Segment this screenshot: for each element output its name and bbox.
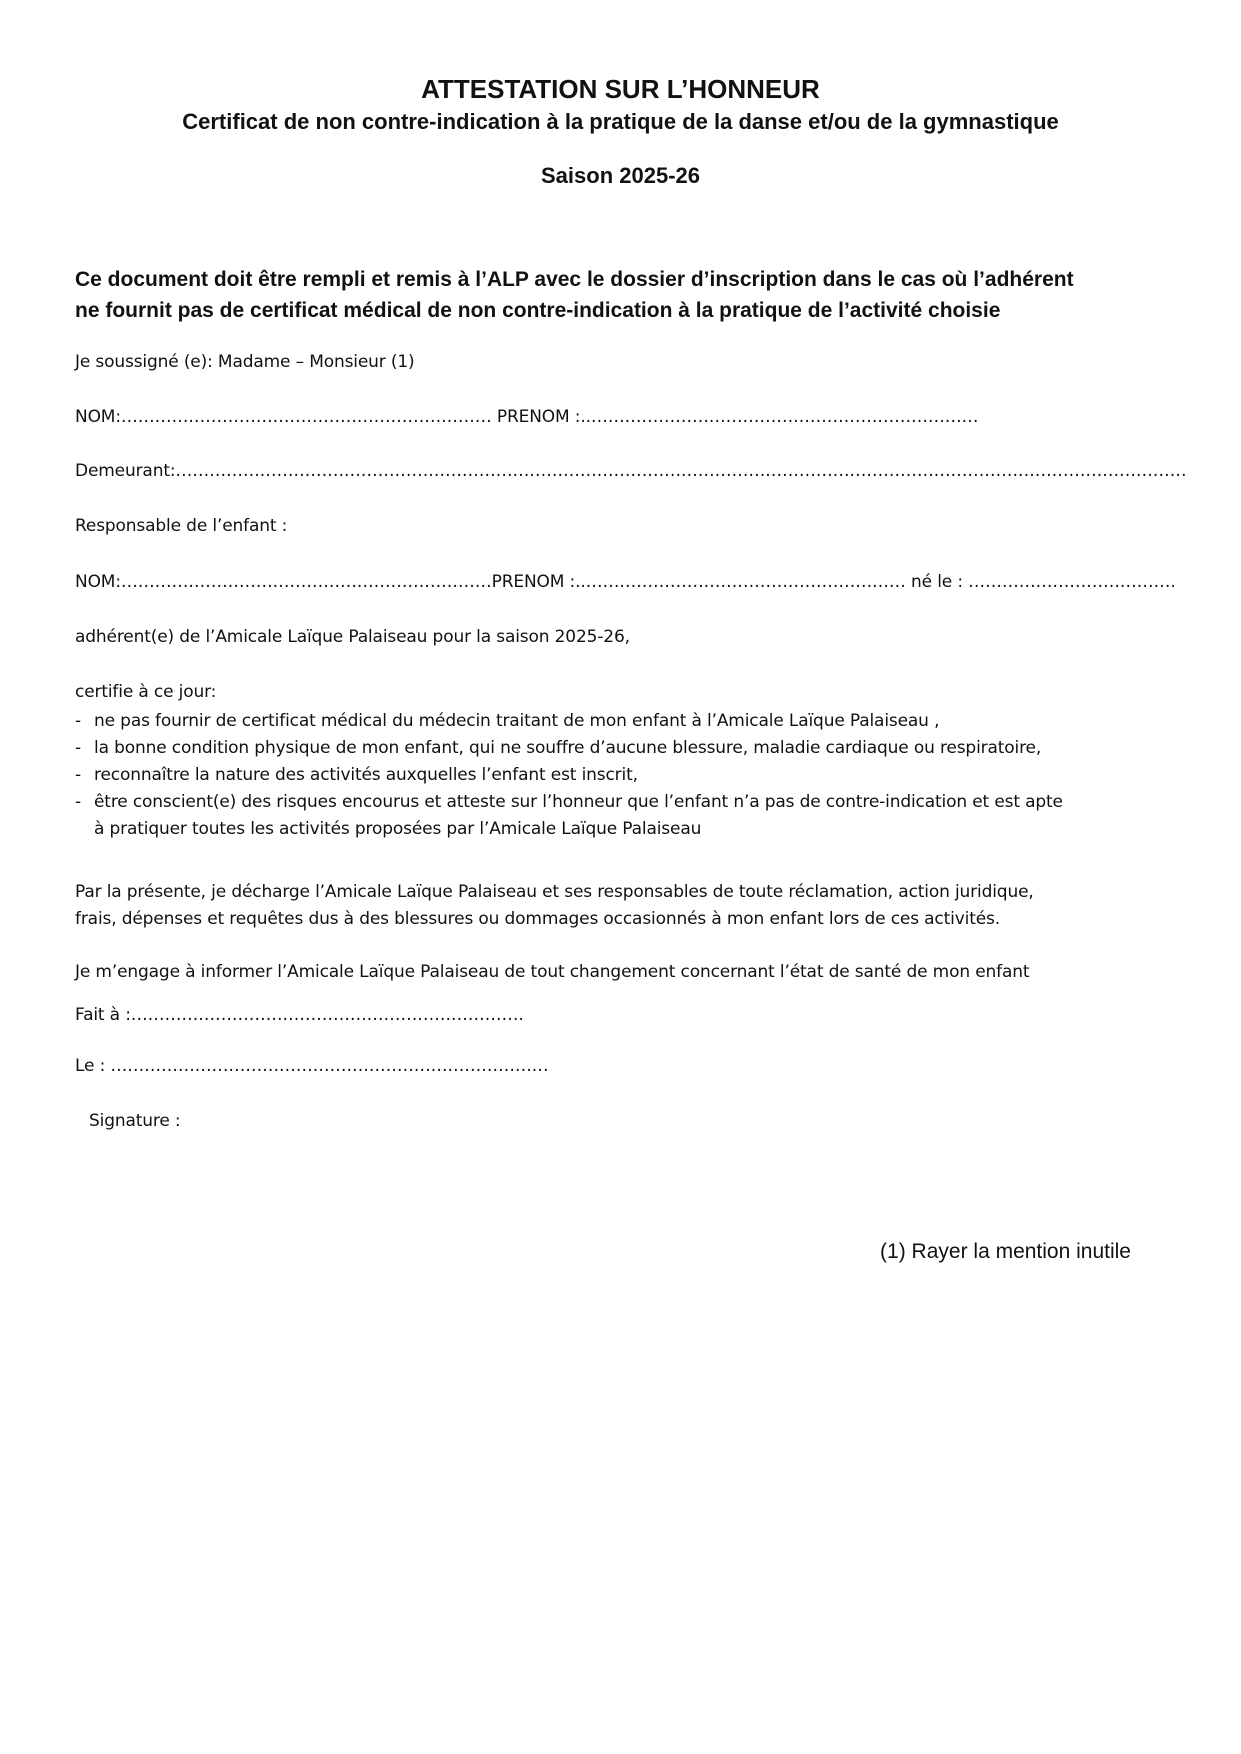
list-item-text: la bonne condition physique de mon enfant, qui ne souffre d’aucune blessure, maladie cardiaque ou respiratoire, xyxy=(94,738,1042,758)
date-field[interactable]: Le : …………………………………………………………………… xyxy=(75,1056,549,1076)
list-dash: - xyxy=(75,711,81,731)
adherent-line: adhérent(e) de l’Amicale Laïque Palaiseau pour la saison 2025-26, xyxy=(75,627,630,647)
certification-list xyxy=(75,708,1063,843)
list-item-text: reconnaître la nature des activités auxquelles l’enfant est inscrit, xyxy=(94,765,638,785)
intro-line-1: Ce document doit être rempli et remis à l’ALP avec le dossier d’inscription dans le cas où l’adhérent xyxy=(75,268,1074,291)
intro-paragraph xyxy=(75,264,1195,326)
list-item-text: être conscient(e) des risques encourus et atteste sur l’honneur que l’enfant n’a pas de contre-indication et est apte xyxy=(94,792,1063,812)
season-label: Saison 2025-26 xyxy=(541,163,700,188)
fait-a-field[interactable]: Fait à :……………………………………………………………. xyxy=(75,1005,524,1025)
list-item xyxy=(75,735,1063,762)
decharge-paragraph xyxy=(75,879,1034,933)
document-title: ATTESTATION SUR L’HONNEUR xyxy=(421,74,820,104)
engagement-line: Je m’engage à informer l’Amicale Laïque Palaiseau de tout changement concernant l’état de santé de mon enfant xyxy=(75,962,1030,982)
intro-line-2: ne fournit pas de certificat médical de non contre-indication à la pratique de l’activité choisie xyxy=(75,299,1001,322)
list-dash: - xyxy=(75,765,81,785)
decharge-line-2: frais, dépenses et requêtes dus à des blessures ou dommages occasionnés à mon enfant lors de ces activités. xyxy=(75,909,1000,929)
footnote: (1) Rayer la mention inutile xyxy=(880,1240,1131,1263)
list-item-continuation: à pratiquer toutes les activités proposées par l’Amicale Laïque Palaiseau xyxy=(94,819,702,839)
list-item xyxy=(75,708,1063,735)
certification-heading: certifie à ce jour: xyxy=(75,682,217,702)
list-dash: - xyxy=(75,738,81,758)
enfant-nom-prenom-field[interactable]: NOM:…………………………………………………………PRENOM :..………………………………………………… né le : ………………………………. xyxy=(75,572,1176,592)
signature-label: Signature : xyxy=(89,1111,181,1131)
decharge-line-1: Par la présente, je décharge l’Amicale Laïque Palaiseau et ses responsables de toute réclamation, action juridique, xyxy=(75,882,1034,902)
soussigne-line: Je soussigné (e): Madame – Monsieur (1) xyxy=(75,352,415,372)
list-dash: - xyxy=(75,792,81,812)
nom-prenom-field[interactable]: NOM:………………………………………………………… PRENOM :..…………………………………………………………… xyxy=(75,407,979,427)
list-item xyxy=(75,762,1063,789)
document-subtitle: Certificat de non contre-indication à la pratique de la danse et/ou de la gymnastique xyxy=(182,109,1059,134)
list-item xyxy=(75,789,1063,843)
demeurant-field[interactable]: Demeurant:……………………………………………………………………………………………………………………………………………………………… xyxy=(75,461,1187,481)
list-item-text: ne pas fournir de certificat médical du médecin traitant de mon enfant à l’Amicale Laïque Palaiseau , xyxy=(94,711,940,731)
responsable-label: Responsable de l’enfant : xyxy=(75,516,288,536)
